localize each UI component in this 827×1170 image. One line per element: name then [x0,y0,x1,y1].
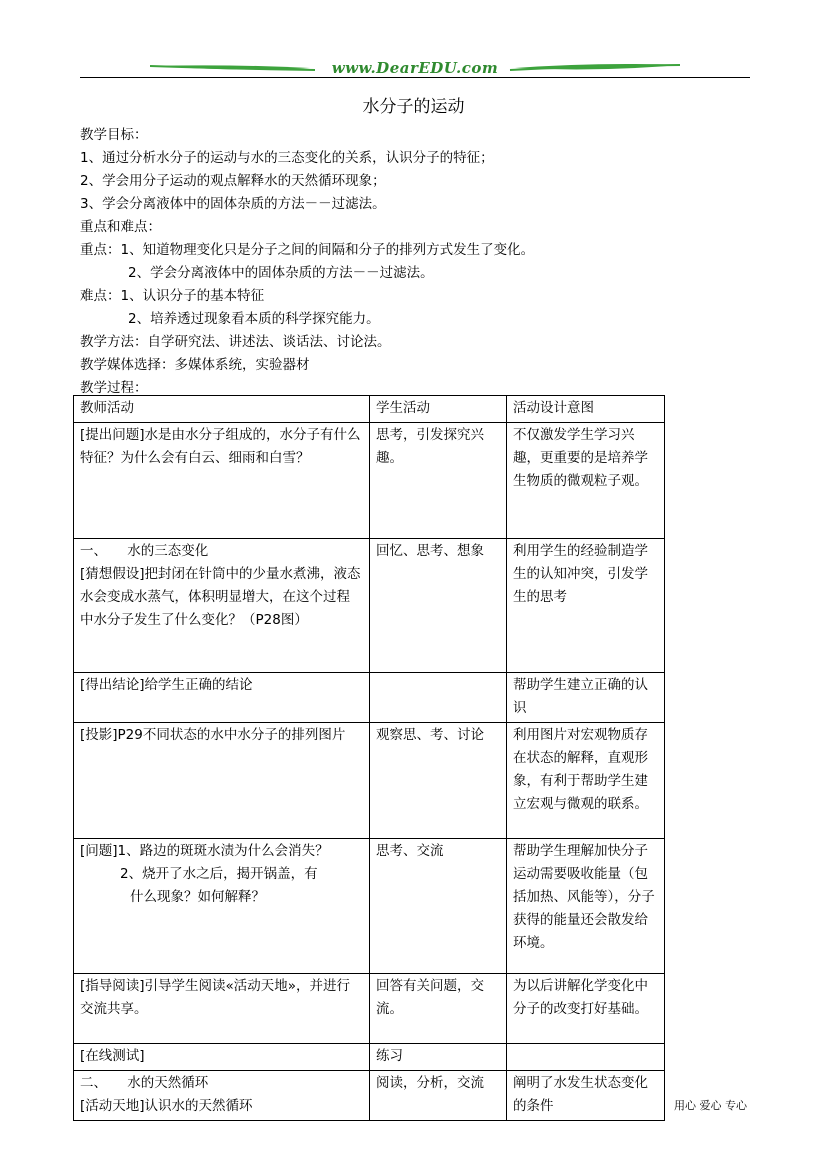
design-intent-cell: 利用图片对宏观物质存在状态的解释，直观形象，有利于帮助学生建立宏观与微观的联系。 [507,723,665,839]
teacher-activity-cell: [提出问题]水是由水分子组成的，水分子有什么特征？为什么会有白云、细雨和白雪？ [74,423,370,539]
table-row [74,723,665,839]
teacher-activity-cell: 二、 水的天然循环 [活动天地]认识水的天然循环 [74,1071,370,1121]
table-row [74,974,665,1044]
teaching-method: 教学方法：自学研究法、讲述法、谈话法、讨论法。 [80,334,391,350]
header-rule [80,77,750,78]
teacher-activity-cell: [指导阅读]引导学生阅读«活动天地»，并进行交流共享。 [74,974,370,1044]
teacher-activity-cell: [在线测试] [74,1044,370,1071]
table-header-row [74,396,665,423]
design-intent-cell [507,1044,665,1071]
student-activity-cell: 观察思、考、讨论 [370,723,507,839]
table-row [74,839,665,974]
teaching-media: 教学媒体选择：多媒体系统，实验器材 [80,357,310,373]
student-activity-cell: 思考、交流 [370,839,507,974]
header-student-activity: 学生活动 [370,396,507,423]
table-row [74,423,665,539]
lesson-intro [80,124,720,400]
process-heading: 教学过程： [80,380,148,396]
key-heading: 重点和难点： [80,219,161,235]
design-intent-cell: 不仅激发学生学习兴趣，更重要的是培养学生物质的微观粒子观。 [507,423,665,539]
design-intent-cell: 利用学生的经验制造学生的认知冲突，引发学生的思考 [507,539,665,673]
student-activity-cell: 回答有关问题，交流。 [370,974,507,1044]
teacher-activity-cell: [投影]P29不同状态的水中水分子的排列图片 [74,723,370,839]
difficult-point: 难点：1、认识分子的基本特征 [80,288,265,304]
student-activity-cell: 思考，引发探究兴趣。 [370,423,507,539]
key-point: 2、学会分离液体中的固体杂质的方法－－过滤法。 [128,265,434,281]
objectives-heading: 教学目标： [80,127,148,143]
teacher-activity-cell: 一、 水的三态变化 [猜想假设]把封闭在针筒中的少量水煮沸，液态水会变成水蒸气，体积明显增大，在这个过程中水分子发生了什么变化？（P28图） [74,539,370,673]
key-point: 重点：1、知道物理变化只是分子之间的间隔和分子的排列方式发生了变化。 [80,242,535,258]
table-row [74,673,665,723]
design-intent-cell: 帮助学生理解加快分子运动需要吸收能量（包括加热、风能等），分子获得的能量还会散发给环境。 [507,839,665,974]
objective-item: 2、学会用分子运动的观点解释水的天然循环现象； [80,173,386,189]
page-footer: 用心 爱心 专心 [674,1099,747,1112]
logo-text: www.DearEDU.com [331,59,499,77]
objective-item: 1、通过分析水分子的运动与水的三态变化的关系，认识分子的特征； [80,150,494,166]
student-activity-cell: 阅读，分析，交流 [370,1071,507,1121]
table-row [74,1044,665,1071]
header-teacher-activity: 教师活动 [74,396,370,423]
teacher-activity-cell: [得出结论]给学生正确的结论 [74,673,370,723]
objective-item: 3、学会分离液体中的固体杂质的方法－－过滤法。 [80,196,386,212]
table-row [74,1071,665,1121]
table-row [74,539,665,673]
page-title: 水分子的运动 [362,97,465,117]
student-activity-cell [370,673,507,723]
design-intent-cell: 为以后讲解化学变化中分子的改变打好基础。 [507,974,665,1044]
difficult-point: 2、培养透过现象看本质的科学探究能力。 [128,311,380,327]
student-activity-cell: 回忆、思考、想象 [370,539,507,673]
teacher-activity-cell: [问题]1、路边的斑斑水渍为什么会消失？ 2、烧开了水之后，揭开锅盖，有 什么现象？如何解释？ [74,839,370,974]
student-activity-cell: 练习 [370,1044,507,1071]
header-design-intent: 活动设计意图 [507,396,665,423]
teaching-process-table [73,395,665,1121]
design-intent-cell: 帮助学生建立正确的认识 [507,673,665,723]
design-intent-cell: 阐明了水发生状态变化的条件 [507,1071,665,1121]
